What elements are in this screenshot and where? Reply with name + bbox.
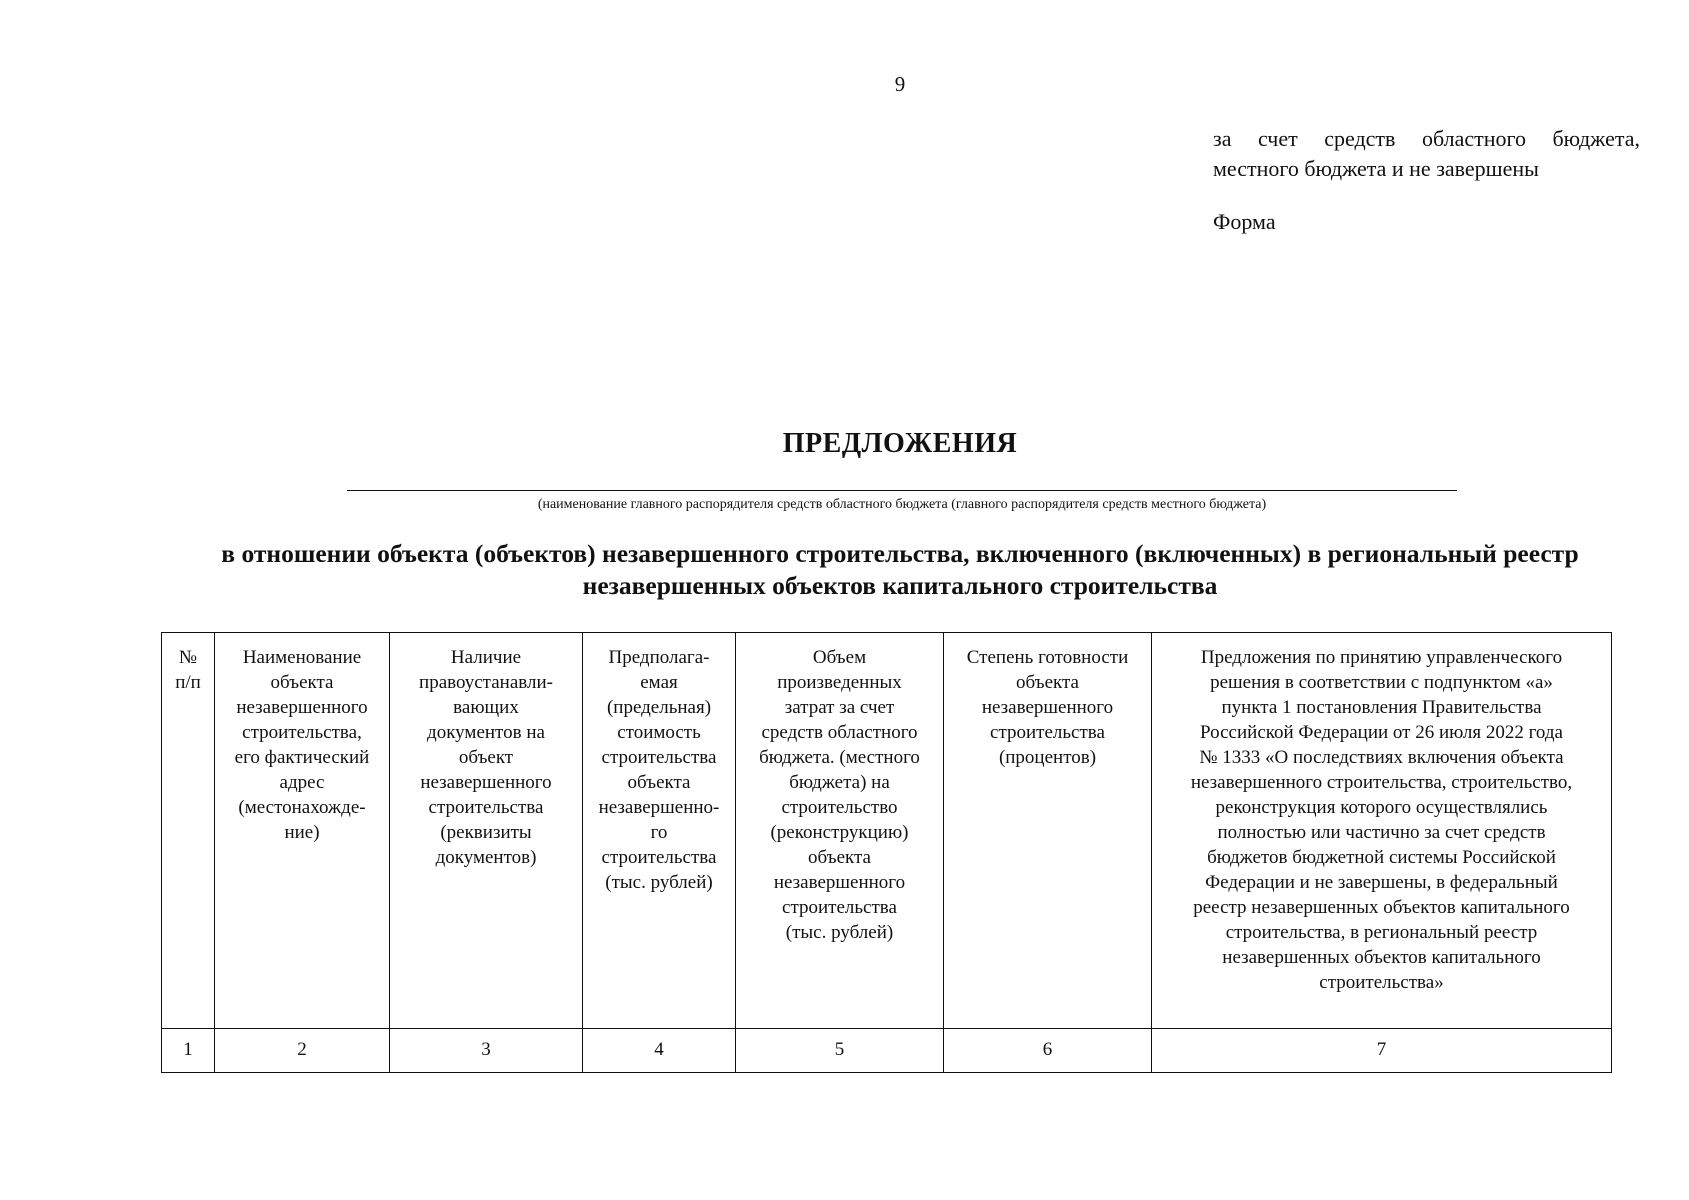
header-cell-expenses: Объем произведенных затрат за счет средств областного бюджета. (местного бюджета) на строительство (реконструкцию) объекта незавершенного строительства (тыс. рублей) xyxy=(736,633,944,1029)
table-header-row xyxy=(162,633,1612,1029)
subject-line-2: незавершенных объектов капитального строительства xyxy=(582,571,1218,600)
proposals-table xyxy=(161,632,1612,1073)
table-row xyxy=(162,1029,1612,1073)
name-line-caption: (наименование главного распорядителя средств областного бюджета (главного распорядителя средств местного бюджета) xyxy=(537,497,1267,512)
document-subject xyxy=(160,538,1640,602)
header-cell-readiness: Степень готовности объекта незавершенного строительства (процентов) xyxy=(944,633,1152,1029)
subject-line-1: в отношении объекта (объектов) незавершенного строительства, включенного (включенных) в региональный реестр xyxy=(221,539,1579,568)
page-number: 9 xyxy=(894,72,906,96)
document-title: ПРЕДЛОЖЕНИЯ xyxy=(782,428,1018,459)
column-number-4: 4 xyxy=(583,1029,736,1073)
header-cell-number: № п/п xyxy=(162,633,215,1029)
column-number-3: 3 xyxy=(390,1029,583,1073)
header-cell-object-name: Наименование объекта незавершенного строительства, его фактический адрес (местонахожде- ние) xyxy=(215,633,390,1029)
header-cell-proposals: Предложения по принятию управленческого решения в соответствии с подпунктом «а» пункта 1 постановления Правительства Российской Федерации от 26 июля 2022 года № 1333 «О последствиях включения объекта незавершенного строительства, строительство, реконструкция которого осуществлялись полностью или частично за счет средств бюджетов бюджетной системы Российской Федерации и не завершены, в федеральный реестр незавершенных объектов капитального строительства, в региональный реестр незавершенных объектов капитального строительства» xyxy=(1152,633,1612,1029)
column-number-2: 2 xyxy=(215,1029,390,1073)
column-number-5: 5 xyxy=(736,1029,944,1073)
form-label: Форма xyxy=(1213,209,1276,234)
column-number-1: 1 xyxy=(162,1029,215,1073)
column-number-7: 7 xyxy=(1152,1029,1612,1073)
name-fill-line xyxy=(347,490,1457,491)
header-cell-title-documents: Наличие правоустанавли- вающих документов на объект незавершенного строительства (реквизиты документов) xyxy=(390,633,583,1029)
approval-note: за счет средств областного бюджета, местного бюджета и не завершены xyxy=(1213,126,1640,181)
header-cell-estimated-cost: Предполага- емая (предельная) стоимость строительства объекта незавершенно- го строительства (тыс. рублей) xyxy=(583,633,736,1029)
column-number-6: 6 xyxy=(944,1029,1152,1073)
